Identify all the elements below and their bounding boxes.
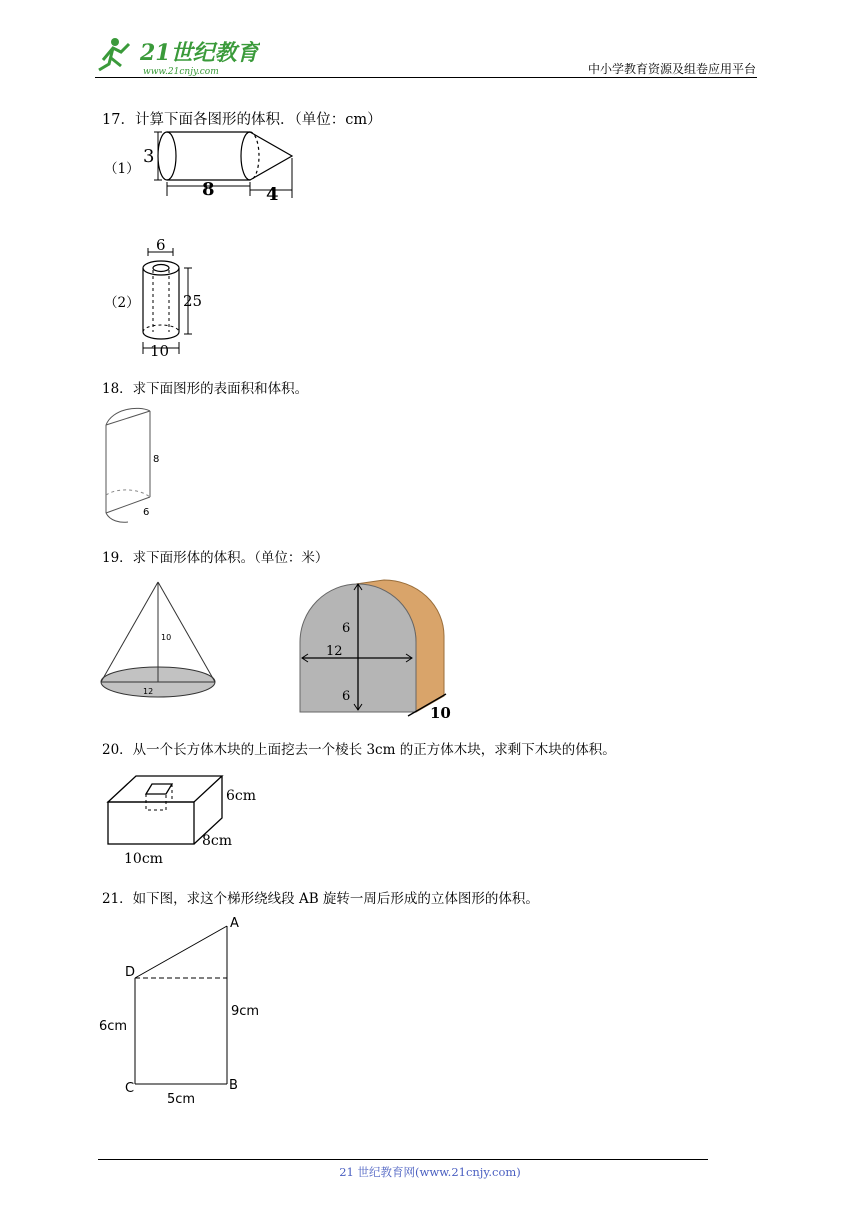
q17-figure-cylinder-cone — [140, 128, 300, 207]
q17-fig1-cyl-length: 8 — [202, 179, 215, 200]
q17-part2-label: （2） — [104, 295, 140, 311]
q17-fig2-outer: 10 — [150, 342, 170, 360]
q21-point-c: C — [125, 1081, 135, 1096]
q20-height: 6cm — [226, 788, 257, 804]
q21-point-b: B — [229, 1078, 238, 1093]
q18-base: 6 — [143, 507, 150, 518]
question-20-text: 20．从一个长方体木块的上面挖去一个棱长 3cm 的正方体木块，求剩下木块的体积。 — [102, 742, 616, 758]
logo-text: 21世纪教育 — [140, 40, 259, 66]
site-logo — [95, 30, 260, 78]
question-18-text: 18．求下面图形的表面积和体积。 — [102, 381, 309, 397]
q17-fig1-diameter: 3 — [143, 146, 155, 167]
q19-arch-bottom: 6 — [342, 689, 351, 704]
q17-fig2-height: 25 — [183, 292, 203, 310]
q17-part1-label: （1） — [104, 161, 140, 177]
q19-arch-width: 12 — [326, 644, 343, 659]
logo-url: www.21cnjy.com — [143, 67, 219, 77]
header-platform-text: 中小学教育资源及组卷应用平台 — [587, 62, 756, 76]
q19-arch-top: 6 — [342, 621, 351, 636]
q18-height: 8 — [153, 454, 160, 465]
q21-cb-length: 5cm — [167, 1092, 196, 1107]
q20-width: 8cm — [202, 833, 233, 849]
header-divider — [95, 77, 757, 78]
q19-cone-height: 10 — [161, 633, 172, 642]
q20-length: 10cm — [124, 851, 163, 867]
q17-fig1-cone-length: 4 — [266, 184, 279, 203]
q21-dc-length: 6cm — [99, 1019, 128, 1034]
question-21-text: 21．如下图，求这个梯形绕线段 AB 旋转一周后形成的立体图形的体积。 — [102, 891, 539, 907]
q18-figure-half-cylinder — [98, 405, 168, 531]
runner-icon — [99, 38, 129, 70]
q17-fig2-inner: 6 — [156, 238, 166, 254]
footer-divider — [98, 1159, 708, 1160]
footer-link[interactable]: 21 世纪教育网(www.21cnjy.com) — [339, 1165, 521, 1179]
q21-point-d: D — [125, 965, 136, 980]
q21-ab-length: 9cm — [231, 1004, 260, 1019]
q17-figure-hollow-cylinder — [138, 238, 203, 364]
q21-figure-trapezoid — [97, 912, 267, 1116]
question-19-text: 19．求下面形体的体积。（单位：米） — [102, 550, 329, 566]
question-17-text: 17．计算下面各图形的体积．（单位：cm） — [102, 112, 382, 128]
q19-figure-arch-prism — [296, 578, 451, 724]
q19-figure-cone — [99, 578, 224, 724]
q19-arch-depth: 10 — [430, 704, 451, 720]
q20-figure-cuboid — [100, 770, 265, 872]
q19-cone-diameter: 12 — [143, 687, 154, 696]
q21-point-a: A — [230, 916, 239, 931]
